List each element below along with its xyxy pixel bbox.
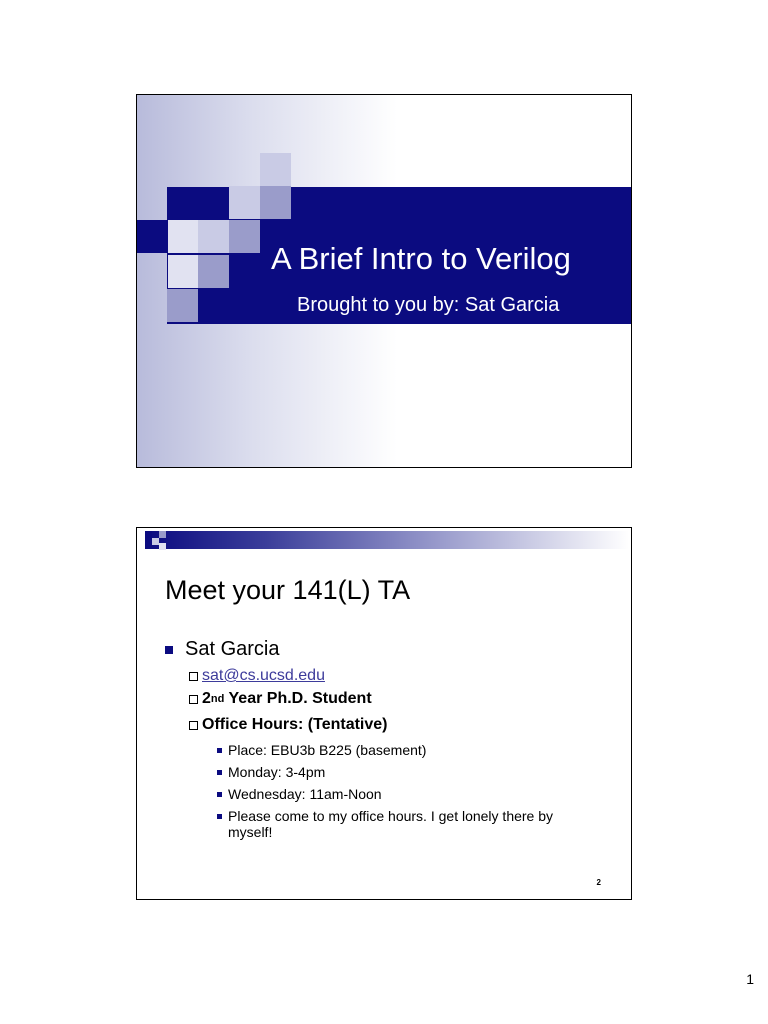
office-hours-label: Office Hours: (Tentative) bbox=[202, 716, 388, 733]
decor-square bbox=[229, 186, 260, 219]
decor-square bbox=[159, 531, 166, 538]
square-bullet-icon bbox=[217, 814, 222, 819]
list-item bbox=[217, 786, 597, 802]
square-bullet-icon bbox=[217, 748, 222, 753]
header-gradient-bar bbox=[145, 531, 629, 549]
list-item bbox=[217, 764, 597, 780]
list-item bbox=[217, 808, 587, 840]
decor-square bbox=[167, 289, 198, 322]
decor-square bbox=[137, 220, 168, 253]
decor-square bbox=[145, 531, 152, 538]
year-text: Year Ph.D. Student bbox=[224, 690, 372, 707]
decor-square bbox=[168, 255, 199, 288]
ta-name: Sat Garcia bbox=[185, 638, 280, 660]
slide-1 bbox=[136, 94, 632, 468]
office-hours-place: Place: EBU3b B225 (basement) bbox=[228, 742, 427, 758]
decor-square bbox=[198, 220, 229, 253]
slide-1-subtitle: Brought to you by: Sat Garcia bbox=[297, 294, 560, 316]
square-bullet-icon bbox=[217, 770, 222, 775]
office-hours-monday: Monday: 3-4pm bbox=[228, 764, 326, 780]
decor-square bbox=[159, 543, 166, 550]
decor-square bbox=[260, 153, 291, 186]
slide-number: 2 bbox=[596, 878, 601, 887]
slide-2 bbox=[136, 527, 632, 900]
hollow-square-bullet-icon bbox=[189, 721, 198, 730]
office-hours-note: Please come to my office hours. I get lonely there by myself! bbox=[228, 808, 554, 840]
decor-square bbox=[152, 538, 159, 545]
decor-square bbox=[260, 186, 291, 219]
bullet-office-hours bbox=[189, 716, 388, 734]
bullet-ta-name bbox=[165, 638, 279, 661]
bullet-email bbox=[189, 667, 325, 685]
page-number: 1 bbox=[746, 971, 754, 987]
hollow-square-bullet-icon bbox=[189, 695, 198, 704]
hollow-square-bullet-icon bbox=[189, 672, 198, 681]
square-bullet-icon bbox=[217, 792, 222, 797]
decor-square bbox=[229, 220, 260, 253]
decor-square bbox=[198, 255, 229, 288]
list-item bbox=[217, 742, 597, 758]
email-link[interactable]: sat@cs.ucsd.edu bbox=[202, 667, 325, 684]
slide-2-heading: Meet your 141(L) TA bbox=[165, 575, 411, 605]
year-suffix: nd bbox=[210, 693, 225, 705]
slide-1-title: A Brief Intro to Verilog bbox=[271, 241, 571, 276]
square-bullet-icon bbox=[165, 646, 173, 654]
year-number: 2 bbox=[202, 690, 211, 707]
decor-square bbox=[168, 220, 199, 253]
bullet-year bbox=[189, 690, 372, 708]
office-hours-wednesday: Wednesday: 11am-Noon bbox=[228, 786, 382, 802]
